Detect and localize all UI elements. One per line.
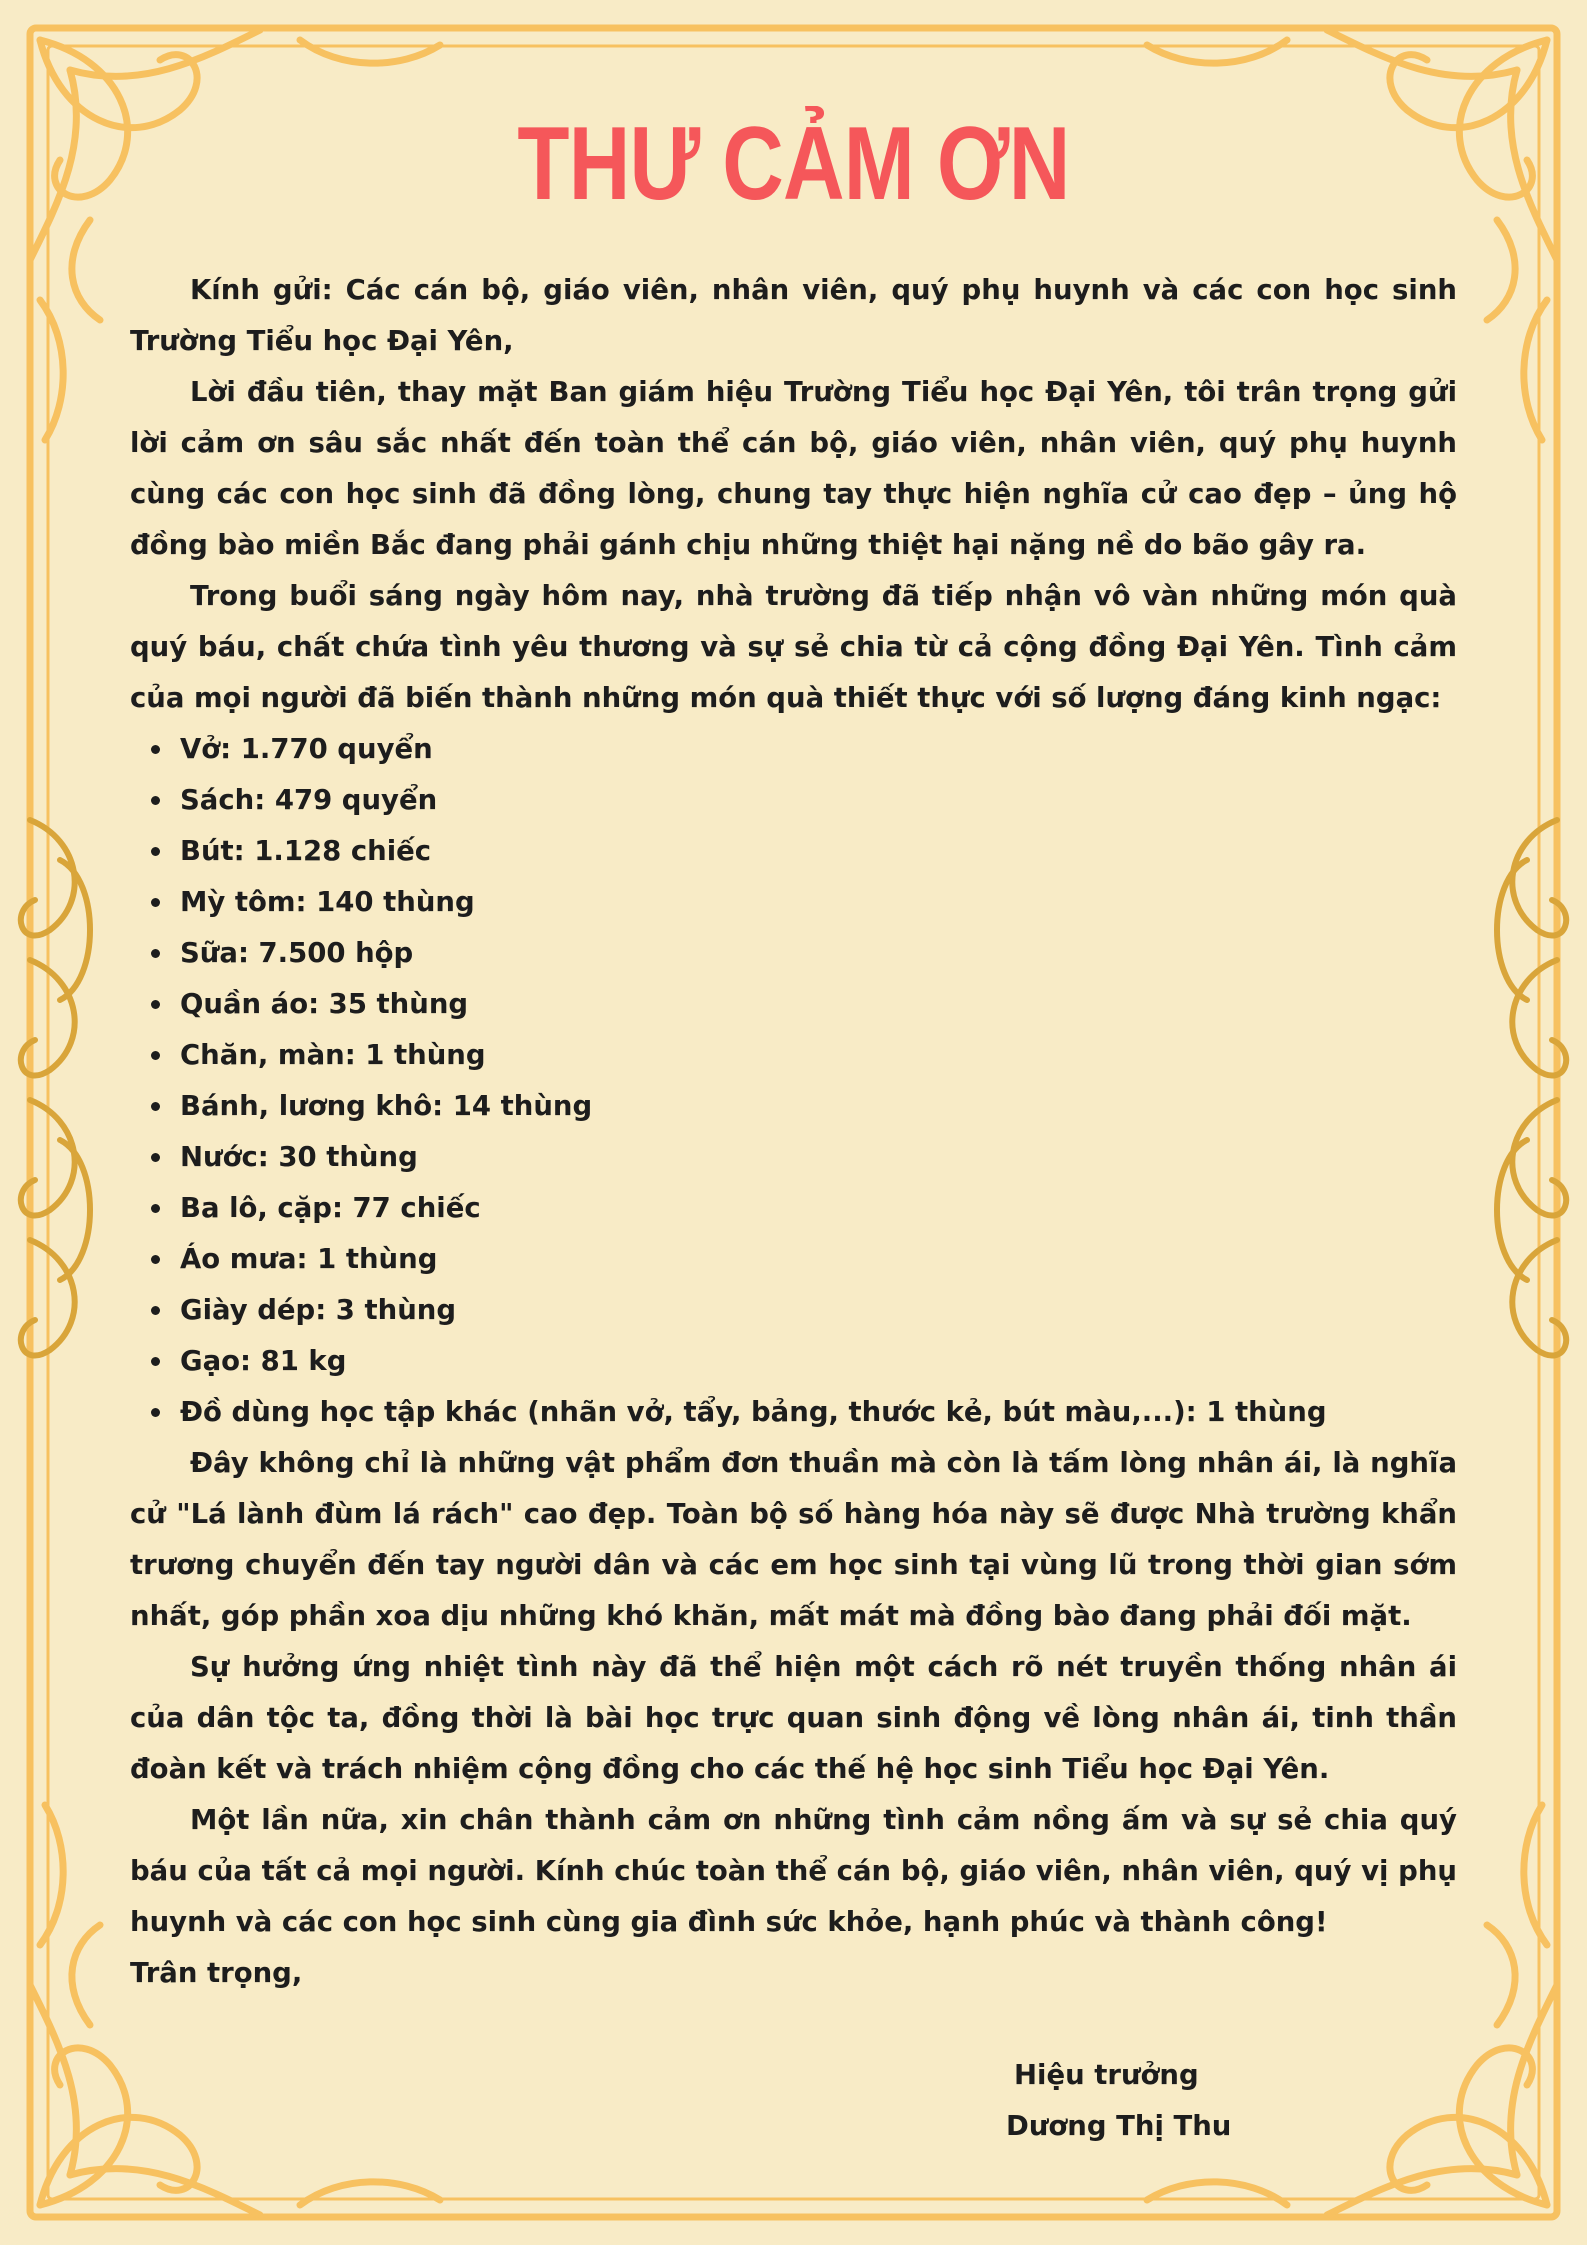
list-item: Quần áo: 35 thùng [130,979,1457,1030]
closing: Trân trọng, [130,1957,303,1989]
list-item: Đồ dùng học tập khác (nhãn vở, tẩy, bảng, thước kẻ, bút màu,...): 1 thùng [130,1387,1457,1438]
list-item: Sách: 479 quyển [130,775,1457,826]
list-item: Chăn, màn: 1 thùng [130,1030,1457,1081]
list-item: Bút: 1.128 chiếc [130,826,1457,877]
paragraph-donations: Trong buổi sáng ngày hôm nay, nhà trường đã tiếp nhận vô vàn những món quà quý báu, chất chứa tình yêu thương và sự sẻ chia từ cả cộng đồng Đại Yên. Tình cảm của mọi người đã biến thành những món quà thiết thực với số lượng đáng kinh ngạc: [130,580,1457,714]
list-item: Giày dép: 3 thùng [130,1285,1457,1336]
paragraph-intro: Lời đầu tiên, thay mặt Ban giám hiệu Trường Tiểu học Đại Yên, tôi trân trọng gửi lời cảm ơn sâu sắc nhất đến toàn thể cán bộ, giáo viên, nhân viên, quý phụ huynh cùng các con học sinh đã đồng lòng, chung tay thực hiện nghĩa cử cao đẹp – ủng hộ đồng bào miền Bắc đang phải gánh chịu những thiệt hại nặng nề do bão gây ra. [130,376,1457,561]
list-item: Mỳ tôm: 140 thùng [130,877,1457,928]
letter-title: THƯ CẢM ƠN [517,106,1070,222]
list-item: Bánh, lương khô: 14 thùng [130,1081,1457,1132]
list-item: Ba lô, cặp: 77 chiếc [130,1183,1457,1234]
donation-list [130,724,1457,1438]
list-item: Áo mưa: 1 thùng [130,1234,1457,1285]
list-item: Gạo: 81 kg [130,1336,1457,1387]
signature-role: Hiệu trưởng [1014,2059,1199,2091]
paragraph-tradition: Sự hưởng ứng nhiệt tình này đã thể hiện một cách rõ nét truyền thống nhân ái của dân tộc ta, đồng thời là bài học trực quan sinh động về lòng nhân ái, tinh thần đoàn kết và trách nhiệm cộng đồng cho các thế hệ học sinh Tiểu học Đại Yên. [130,1651,1457,1785]
signature-block [980,2050,1280,2152]
list-item: Vở: 1.770 quyển [130,724,1457,775]
list-item: Sữa: 7.500 hộp [130,928,1457,979]
signature-name: Dương Thị Thu [1006,2110,1232,2142]
letter-body [130,265,1457,1999]
list-item: Nước: 30 thùng [130,1132,1457,1183]
salutation: Kính gửi: Các cán bộ, giáo viên, nhân viên, quý phụ huynh và các con học sinh Trường Tiểu học Đại Yên, [130,274,1457,357]
paragraph-meaning: Đây không chỉ là những vật phẩm đơn thuần mà còn là tấm lòng nhân ái, là nghĩa cử "Lá lành đùm lá rách" cao đẹp. Toàn bộ số hàng hóa này sẽ được Nhà trường khẩn trương chuyển đến tay người dân và các em học sinh tại vùng lũ trong thời gian sớm nhất, góp phần xoa dịu những khó khăn, mất mát mà đồng bào đang phải đối mặt. [130,1447,1457,1632]
paragraph-thanks: Một lần nữa, xin chân thành cảm ơn những tình cảm nồng ấm và sự sẻ chia quý báu của tất cả mọi người. Kính chúc toàn thể cán bộ, giáo viên, nhân viên, quý vị phụ huynh và các con học sinh cùng gia đình sức khỏe, hạnh phúc và thành công! [130,1804,1457,1938]
